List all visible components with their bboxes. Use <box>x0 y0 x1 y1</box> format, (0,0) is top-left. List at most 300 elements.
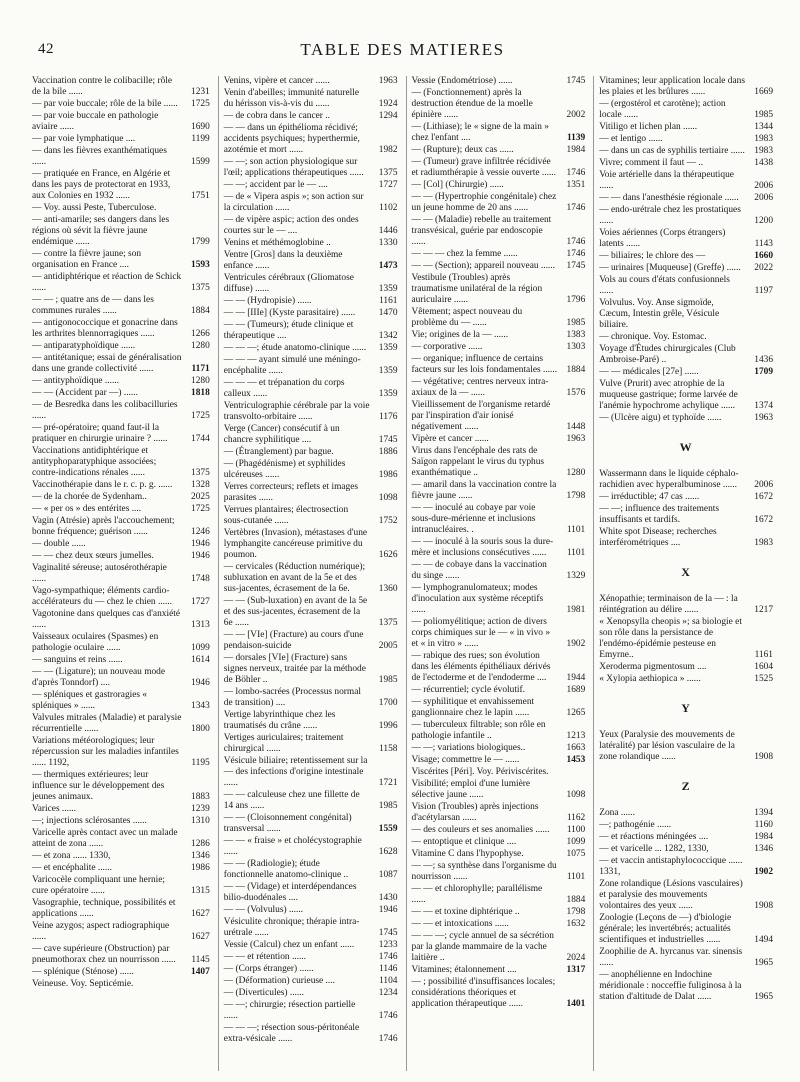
index-entry-page: 1981 <box>566 605 586 615</box>
index-entry-page: 1234 <box>378 988 398 998</box>
index-entry-text: — antitétanique; essai de généralisation dans une grande collectivité ...... <box>32 353 182 374</box>
index-entry-page: 1375 <box>191 468 210 478</box>
index-entry-text: Xénopathie; terminaison de la — : la réintégration au délire ...... <box>599 594 738 615</box>
index-entry <box>412 651 586 684</box>
index-entry-page: 1143 <box>754 239 773 249</box>
index-entry-text: — [Col] (Chirurgie) ...... <box>411 180 504 190</box>
index-entry-page: 1984 <box>566 145 586 155</box>
index-entry <box>224 424 398 446</box>
section-letter: W <box>679 440 693 454</box>
index-entry <box>599 332 773 343</box>
index-entry-page: 1663 <box>566 743 586 753</box>
index-entry <box>599 122 773 133</box>
index-entry-page: 1672 <box>754 515 773 525</box>
index-entry-text: — dans un cas de syphilis tertiaire ...... <box>599 146 745 156</box>
index-entry-page: 1315 <box>191 886 210 896</box>
index-entry <box>32 480 210 491</box>
index-entry-page: 1075 <box>566 849 586 859</box>
index-entry <box>412 977 586 1010</box>
index-entry <box>32 492 210 503</box>
index-entry-text: — cave supérieure (Obstruction) par pneumothorax chez un nourrisson ...... <box>32 944 176 965</box>
index-entry-text: — — calculeuse chez une fillette de 14 ans ...... <box>223 790 360 811</box>
index-entry-page: 1983 <box>754 134 773 144</box>
index-entry-page: 1908 <box>754 901 773 911</box>
index-entry-page: 1672 <box>754 492 773 502</box>
index-entry-text: — « per os » des entérites .... <box>32 504 142 514</box>
index-entry-page: 1375 <box>378 168 398 178</box>
index-entry-page: 1818 <box>191 388 210 398</box>
index-entry <box>32 423 210 445</box>
index-entry-page: 1146 <box>379 964 398 974</box>
index-entry <box>599 594 773 616</box>
index-entry-text: — — [IIIe] (Kyste parasitaire) ...... <box>223 308 356 318</box>
index-entry-page: 1751 <box>191 191 210 201</box>
index-entry-text: — cervicales (Réduction numérique); subluxation en avant de la 5e et des sus-jacentes, écrasement de la 6e. <box>223 562 366 594</box>
section-letter: X <box>681 565 691 579</box>
index-entry-text: Varicelle après contact avec un malade atteint de zona ...... <box>32 828 178 849</box>
index-entry-page: 1559 <box>378 824 398 834</box>
index-entry-page: 2006 <box>754 181 773 191</box>
index-entry-text: — — « fraise » et cholécystographie ...... <box>223 836 362 857</box>
index-entry-text: — (Rupture); deux cas ...... <box>411 145 514 155</box>
index-entry-text: — —; accident par le — .... <box>223 180 328 190</box>
index-entry <box>32 353 210 375</box>
index-entry <box>224 859 398 881</box>
index-entry <box>412 354 586 376</box>
index-entry-page: 1280 <box>191 376 210 386</box>
section-letter: Z <box>681 779 691 793</box>
page-header <box>30 38 775 64</box>
index-entry <box>224 988 398 999</box>
index-entry <box>32 944 210 966</box>
index-entry <box>412 560 586 582</box>
index-entry-text: — et encéphalite ...... <box>32 863 112 873</box>
index-entry-page: 1800 <box>191 724 210 734</box>
index-entry-page: 1700 <box>378 698 398 708</box>
index-column-2 <box>218 76 400 1071</box>
index-entry-text: Vestibule (Troubles) après traumatisme unilatéral de la région auriculaire ...... <box>411 273 543 305</box>
index-entry-page: 1744 <box>191 434 210 444</box>
index-entry-page: 1286 <box>191 839 210 849</box>
index-entry <box>32 249 210 271</box>
index-entry <box>224 238 398 249</box>
index-entry <box>32 816 210 827</box>
index-entry-text: Yeux (Paralysie des mouvements de latéralité) par lésion vasculaire de la zone rolandique ...... <box>599 730 735 762</box>
index-entry <box>412 249 586 260</box>
index-entry-text: — — et toxine diphtérique .. <box>411 907 520 917</box>
index-entry-text: — dorsales [VIe] (Fracture) sans signes nerveux, traitée par la méthode de Böhler .. <box>223 653 366 685</box>
index-entry-page: 1394 <box>754 808 773 818</box>
index-entry-page: 1798 <box>566 491 586 501</box>
index-entry <box>32 400 210 422</box>
index-entry <box>412 965 586 976</box>
index-entry-page: 1886 <box>378 447 398 457</box>
index-entry <box>224 308 398 319</box>
index-entry-text: — — (Sub-luxation) en avant de la 5e et des sus-jacentes, écrasement de la 6e ...... <box>223 596 368 628</box>
index-entry-text: — entoptique et clinique .... <box>411 837 517 847</box>
index-entry-page: 1944 <box>566 673 586 683</box>
index-entry <box>224 482 398 504</box>
index-entry-page: 1473 <box>378 261 398 271</box>
index-entry-page: 1246 <box>191 527 210 537</box>
index-entry-text: Volvulus. Voy. Anse sigmoïde, Cæcum, Intestin grêle, Vésicule biliaire. <box>599 298 720 330</box>
index-entry-text: — — ; quatre ans de — dans les communes rurales ...... <box>32 295 154 316</box>
index-entry-text: — et réactions méningées .... <box>599 832 709 842</box>
index-entry-text: — — (Hydropisie) ...... <box>223 296 312 306</box>
index-entry <box>412 583 586 616</box>
index-entry-text: — de Besredka dans les colibacilluries ...... <box>32 400 178 421</box>
index-entry-text: — splénique (Sténose) ...... <box>32 967 134 977</box>
index-entry <box>32 863 210 874</box>
index-entry-page: 1310 <box>191 816 210 826</box>
index-entry-page: 1374 <box>754 401 773 411</box>
index-entry-page: 1199 <box>191 134 210 144</box>
index-entry <box>599 820 773 831</box>
index-entry <box>599 674 773 685</box>
index-entry-text: — (Diverticules) ...... <box>223 988 304 998</box>
index-entry-page: 1330 <box>378 238 398 248</box>
index-entry-page: 1721 <box>378 778 398 788</box>
index-entry-text: — — de cobaye dans la vaccination du singe ...... <box>411 560 547 581</box>
index-entry-text: — Voy. aussi Peste, Tuberculose. <box>32 203 157 213</box>
index-entry <box>224 836 398 858</box>
index-entry-text: — sanguins et reins ...... <box>32 655 123 665</box>
index-entry-page: 1746 <box>566 249 586 259</box>
index-entry-text: — antityphoïdique ...... <box>32 376 119 386</box>
index-entry-text: — antigonococcique et gonacrine dans les arthrites blennorragiques ...... <box>32 318 178 339</box>
index-entry-page: 1448 <box>566 422 586 432</box>
index-entry-text: — — dans un épithélioma récidivé; accidents psychiques; hyperthermie, azotémie et mort ...... <box>223 123 360 155</box>
index-entry <box>412 434 586 445</box>
index-entry-text: — (ergostérol et carotène); action locale ...... <box>599 99 726 120</box>
index-entry-text: — — médicales [27e] ...... <box>599 367 699 377</box>
index-entry-page: 1239 <box>191 804 210 814</box>
index-entry-text: — lombo-sacrées (Processus normal de transition) .... <box>223 687 361 708</box>
index-entry-text: Variations météorologiques; leur répercussion sur les maladies infantiles ...... 1192, <box>32 736 179 768</box>
index-entry-text: Vasographie, technique, possibilités et applications ...... <box>32 898 176 919</box>
index-entry-page: 1884 <box>566 365 586 375</box>
index-entry-page: 2006 <box>754 193 773 203</box>
index-entry <box>224 401 398 423</box>
index-entry-page: 1139 <box>567 133 586 143</box>
index-entry <box>412 755 586 766</box>
index-entry <box>32 898 210 920</box>
index-entry <box>412 446 586 479</box>
index-entry-text: — de vipère aspic; action des ondes courtes sur le — .... <box>223 215 359 236</box>
index-entry-page: 1746 <box>378 1034 398 1044</box>
index-entry-text: — de « Vipera aspis »; son action sur la circulation ...... <box>223 192 364 213</box>
index-entry-text: — pré-opératoire; quand faut-il la pratiquer en chirurgie urinaire ? ...... <box>32 423 168 444</box>
index-entry-text: — corporative ...... <box>411 342 483 352</box>
index-entry-page: 1436 <box>754 355 773 365</box>
index-entry-text: — — inoculé au cobaye par voie sous-dure-mérienne et inclusions intranucléaires. . <box>411 503 536 535</box>
index-entry <box>599 193 773 204</box>
index-entry <box>412 537 586 559</box>
index-entry-page: 1965 <box>754 958 773 968</box>
index-entry-text: — double ...... <box>32 539 86 549</box>
index-entry-text: — par voie buccale en pathologie aviaire ...... <box>32 111 159 132</box>
index-entry <box>412 503 586 536</box>
index-entry <box>412 743 586 754</box>
index-entry-text: — spléniques et gastroragies « spléniques » ...... <box>32 690 148 711</box>
index-entry <box>412 377 586 399</box>
index-entry-page: 1099 <box>566 837 586 847</box>
index-entry-text: Vaccinations antidiphtérique et antityphoparatyphique associées; contre-indications rénales ...... <box>32 446 157 478</box>
index-entry <box>224 596 398 629</box>
index-entry-text: — dans les fièvres exanthématiques ...... <box>32 146 167 167</box>
index-entry <box>224 940 398 951</box>
index-entry-page: 1746 <box>378 952 398 962</box>
index-entry <box>599 844 773 855</box>
index-entry <box>224 111 398 122</box>
index-entry-text: — pratiquée en France, en Algérie et dans les pays de protectorat en 1933, aux Colonies en 1932 ...... <box>32 169 171 201</box>
index-entry <box>32 516 210 538</box>
index-entry <box>599 263 773 274</box>
index-entry-page: 2024 <box>566 953 586 963</box>
index-entry <box>32 736 210 769</box>
index-entry-text: Vivre; comment il faut — .. <box>599 158 704 168</box>
index-entry <box>224 1000 398 1022</box>
index-entry-page: 1604 <box>754 662 773 672</box>
index-entry-text: Venin d'abeilles; immunité naturelle du hérisson vis-à-vis du ...... <box>223 88 359 109</box>
index-entry-page: 1986 <box>191 863 210 873</box>
index-entry-page: 1161 <box>379 296 398 306</box>
index-entry-text: — —; son action physiologique sur l'œil; applications thérapeutiques ...... <box>223 157 364 178</box>
index-entry <box>224 320 398 342</box>
index-entry <box>224 756 398 789</box>
index-entry <box>412 122 586 144</box>
index-entry-page: 1632 <box>566 919 586 929</box>
index-entry-page: 1627 <box>191 932 210 942</box>
index-entry-page: 1359 <box>378 284 398 294</box>
index-entry-text: Veineuse. Voy. Septicémie. <box>32 979 134 989</box>
index-entry-text: — — —; résection sous-péritonéale extra-vésicale ...... <box>223 1023 360 1044</box>
index-entry <box>224 250 398 272</box>
index-entry-text: Vulve (Prurit) avec atrophie de la muqueuse gastrique; forme larvée de l'anémie hypochrome achylique ...... <box>599 379 738 411</box>
index-entry <box>412 76 586 87</box>
index-entry <box>32 446 210 479</box>
index-entry-page: 1176 <box>379 412 398 422</box>
index-entry-text: Vaginalité séreuse; autosérothérapie ...... <box>32 563 167 584</box>
index-entry-page: 1317 <box>566 965 586 975</box>
index-entry-page: 1908 <box>754 752 773 762</box>
index-entry <box>599 205 773 227</box>
index-entry-page: 1745 <box>378 435 398 445</box>
index-entry-page: 1725 <box>191 99 210 109</box>
index-entry-text: — de la chorée de Sydenham.. <box>32 492 147 502</box>
index-entry-text: — — et chlorophylle; parallélisme ...... <box>411 884 543 905</box>
index-entry-text: Vitiligo et lichen plan ...... <box>599 122 698 132</box>
index-entry-text: — — — et trépanation du corps calleux ...... <box>223 378 345 399</box>
index-entry <box>599 170 773 192</box>
index-entry-text: Vagotonine dans quelques cas d'anxiété ...... <box>32 609 180 630</box>
index-entry <box>412 480 586 502</box>
index-entry <box>599 367 773 378</box>
index-entry-text: — (Ulcère aigu) et typhoïde ...... <box>599 413 722 423</box>
index-entry <box>412 849 586 860</box>
index-entry-text: Virus dans l'encéphale des rats de Saïgon rappelant le virus du typhus exanthématique .. <box>411 446 545 478</box>
index-entry-page: 1883 <box>191 792 210 802</box>
index-entry <box>412 825 586 836</box>
index-entry-text: — — (Vidage) et interdépendances bilio-duodénales .... <box>223 882 357 903</box>
index-entry <box>412 330 586 341</box>
index-entry-text: — — et intoxications ...... <box>411 919 509 929</box>
index-entry-page: 1265 <box>566 708 586 718</box>
index-entry-page: 1614 <box>191 655 210 665</box>
index-entry <box>412 837 586 848</box>
index-entry-page: 1158 <box>379 744 398 754</box>
index-entry <box>224 687 398 709</box>
index-entry-text: — et lentigo ...... <box>599 134 663 144</box>
index-entry-page: 1343 <box>191 701 210 711</box>
index-entry-page: 1329 <box>566 571 586 581</box>
index-entry <box>599 158 773 169</box>
index-entry-text: — endo-urétrale chez les prostatiques ...... <box>599 205 741 226</box>
index-entry-text: — poliomyélitique; action de divers corps chimiques sur le — « in vivo » et « in vitro » ...... <box>411 617 551 649</box>
index-entry-text: — — (Accident par —) ...... <box>32 388 138 398</box>
index-entry <box>32 804 210 815</box>
index-entry <box>599 275 773 297</box>
index-entry-text: — — (Radiologie); étude fonctionnelle anatomo-clinique .. <box>223 859 349 880</box>
index-entry <box>412 907 586 918</box>
index-entry-text: Verres correcteurs; reflets et images parasites ...... <box>223 482 359 503</box>
index-entry-text: Voie artérielle dans la thérapeutique ...... <box>599 170 734 191</box>
index-entry <box>412 884 586 906</box>
index-entry <box>412 192 586 214</box>
index-entry-page: 1745 <box>378 928 398 938</box>
index-entry-page: 1946 <box>191 678 210 688</box>
index-entry <box>599 730 773 763</box>
index-entry-text: Vols au cours d'états confusionnels ...... <box>599 275 730 296</box>
index-entry <box>32 770 210 803</box>
index-entry-page: 1746 <box>566 237 586 247</box>
index-entry-page: 1200 <box>754 216 773 226</box>
index-entry-page: 1924 <box>378 99 398 109</box>
index-entry-page: 1494 <box>754 935 773 945</box>
index-entry-text: — antidiphtérique et réaction de Schick ...... <box>32 272 182 293</box>
index-entry <box>412 273 586 306</box>
index-entry-text: Venins, vipère et cancer ...... <box>223 76 330 86</box>
index-entry-page: 1375 <box>378 618 398 628</box>
index-columns <box>30 76 775 1071</box>
index-entry <box>599 413 773 424</box>
index-entry <box>599 913 773 946</box>
index-entry-text: — — dans l'anesthésie régionale ...... <box>599 193 739 203</box>
index-entry-page: 1101 <box>566 525 586 535</box>
index-entry-text: — par voie buccale; rôle de la bile ...... <box>32 99 178 109</box>
index-entry <box>32 609 210 631</box>
index-entry <box>599 808 773 819</box>
index-entry-page: 1100 <box>566 825 586 835</box>
index-entry <box>32 632 210 654</box>
index-entry-text: Vésiculite chronique; thérapie intra-urétrale ...... <box>223 917 360 938</box>
index-entry <box>224 917 398 939</box>
index-entry <box>224 192 398 214</box>
index-entry-text: — par voie lymphatique .... <box>32 134 136 144</box>
index-entry-page: 1098 <box>566 790 586 800</box>
index-entry-page: 1104 <box>379 976 398 986</box>
index-entry-page: 1576 <box>566 388 586 398</box>
index-entry-text: Venins et méthémoglobine .. <box>223 238 331 248</box>
index-entry-text: Voyage d'Études chirurgicales (Club Ambroise-Paré) .. <box>599 344 736 365</box>
index-entry-page: 1303 <box>566 342 586 352</box>
index-entry-page: 1280 <box>191 341 210 351</box>
index-entry <box>32 203 210 214</box>
index-entry-text: Vipère et cancer ...... <box>411 434 489 444</box>
index-entry <box>412 802 586 824</box>
index-entry <box>599 99 773 121</box>
index-entry <box>32 539 210 550</box>
index-entry <box>32 655 210 666</box>
index-entry <box>32 851 210 862</box>
index-entry <box>224 157 398 179</box>
index-entry-page: 1660 <box>754 251 773 261</box>
index-entry-text: — syphilitique et envahissement ganglionnaire chez le lapin ...... <box>411 697 535 718</box>
section-letter: Y <box>681 701 691 715</box>
index-entry-text: — organique; influence de certains facteurs sur les lois fondamentales ...... <box>411 354 558 375</box>
index-entry-page: 1746 <box>566 168 586 178</box>
index-entry <box>32 979 210 990</box>
index-entry <box>599 379 773 412</box>
index-entry-page: 2022 <box>754 263 773 273</box>
index-entry-page: 1963 <box>378 76 398 86</box>
index-entry-text: Vaccination contre le colibacille; rôle de la bile ...... <box>32 76 173 97</box>
index-entry-page: 1401 <box>566 999 586 1009</box>
index-entry-text: Xeroderma pigmentosum .... <box>599 662 707 672</box>
index-entry-text: Vision (Troubles) après injections d'acétylarsan ...... <box>411 802 539 823</box>
index-entry-page: 1627 <box>191 909 210 919</box>
index-entry-text: Ventriculographie cérébrale par la voie transvolto-orbitaire ...... <box>223 401 370 422</box>
index-entry-text: — végétative; centres nerveux intra-axiaux de la — ...... <box>411 377 549 398</box>
index-entry <box>224 562 398 595</box>
index-entry <box>32 146 210 168</box>
index-entry-page: 1280 <box>566 468 586 478</box>
page-title: TABLE DES MATIERES <box>300 40 505 59</box>
index-entry-text: — chronique. Voy. Estomac. <box>599 332 707 342</box>
index-entry <box>32 134 210 145</box>
index-entry-page: 1983 <box>754 538 773 548</box>
index-entry-page: 1748 <box>191 574 210 584</box>
index-entry-page: 1745 <box>566 76 586 86</box>
index-entry-page: 1525 <box>754 674 773 684</box>
index-entry-text: — lymphogranulomateux; modes d'inoculation aux système réceptifs ...... <box>411 583 544 615</box>
index-entry-page: 1746 <box>378 1011 398 1021</box>
index-entry-page: 1101 <box>566 548 586 558</box>
index-entry <box>599 879 773 912</box>
index-entry-text: — thermiques extérieures; leur influence sur le développement des jeunes animaux. <box>32 770 165 802</box>
index-entry-text: Veine azygos; aspect radiographique ...... <box>32 921 170 942</box>
index-entry-page: 1690 <box>191 122 210 132</box>
index-entry-page: 1983 <box>754 146 773 156</box>
index-entry-text: Zone rolandique (Lésions vasculaires) et paralysie des mouvements volontaires des yeux ...... <box>599 879 743 911</box>
index-entry <box>32 318 210 340</box>
index-entry-page: 1752 <box>378 516 398 526</box>
index-entry <box>412 697 586 719</box>
index-entry-page: 1383 <box>566 330 586 340</box>
index-entry-text: « Xenopsylla cheopis »; sa biologie et son rôle dans la persistance de l'endémo-épidémie pesteuse en Emyrne.. <box>599 617 742 660</box>
index-entry <box>599 251 773 262</box>
index-entry <box>32 713 210 735</box>
index-entry-page: 1884 <box>191 306 210 316</box>
index-entry-page: 1727 <box>378 180 398 190</box>
index-entry <box>224 733 398 755</box>
index-entry-text: — de cobra dans le cancer .. <box>223 111 330 121</box>
index-entry-text: — (Fonctionnement) après la destruction étendue de la moelle épinière ...... <box>411 88 533 120</box>
index-entry <box>32 667 210 689</box>
index-entry-text: — —; chirurgie; résection partielle ...... <box>223 1000 356 1021</box>
index-entry-text: — (Lithiase); le « signe de la main » chez l'enfant .... <box>411 122 549 143</box>
index-entry-page: 1351 <box>566 180 586 190</box>
